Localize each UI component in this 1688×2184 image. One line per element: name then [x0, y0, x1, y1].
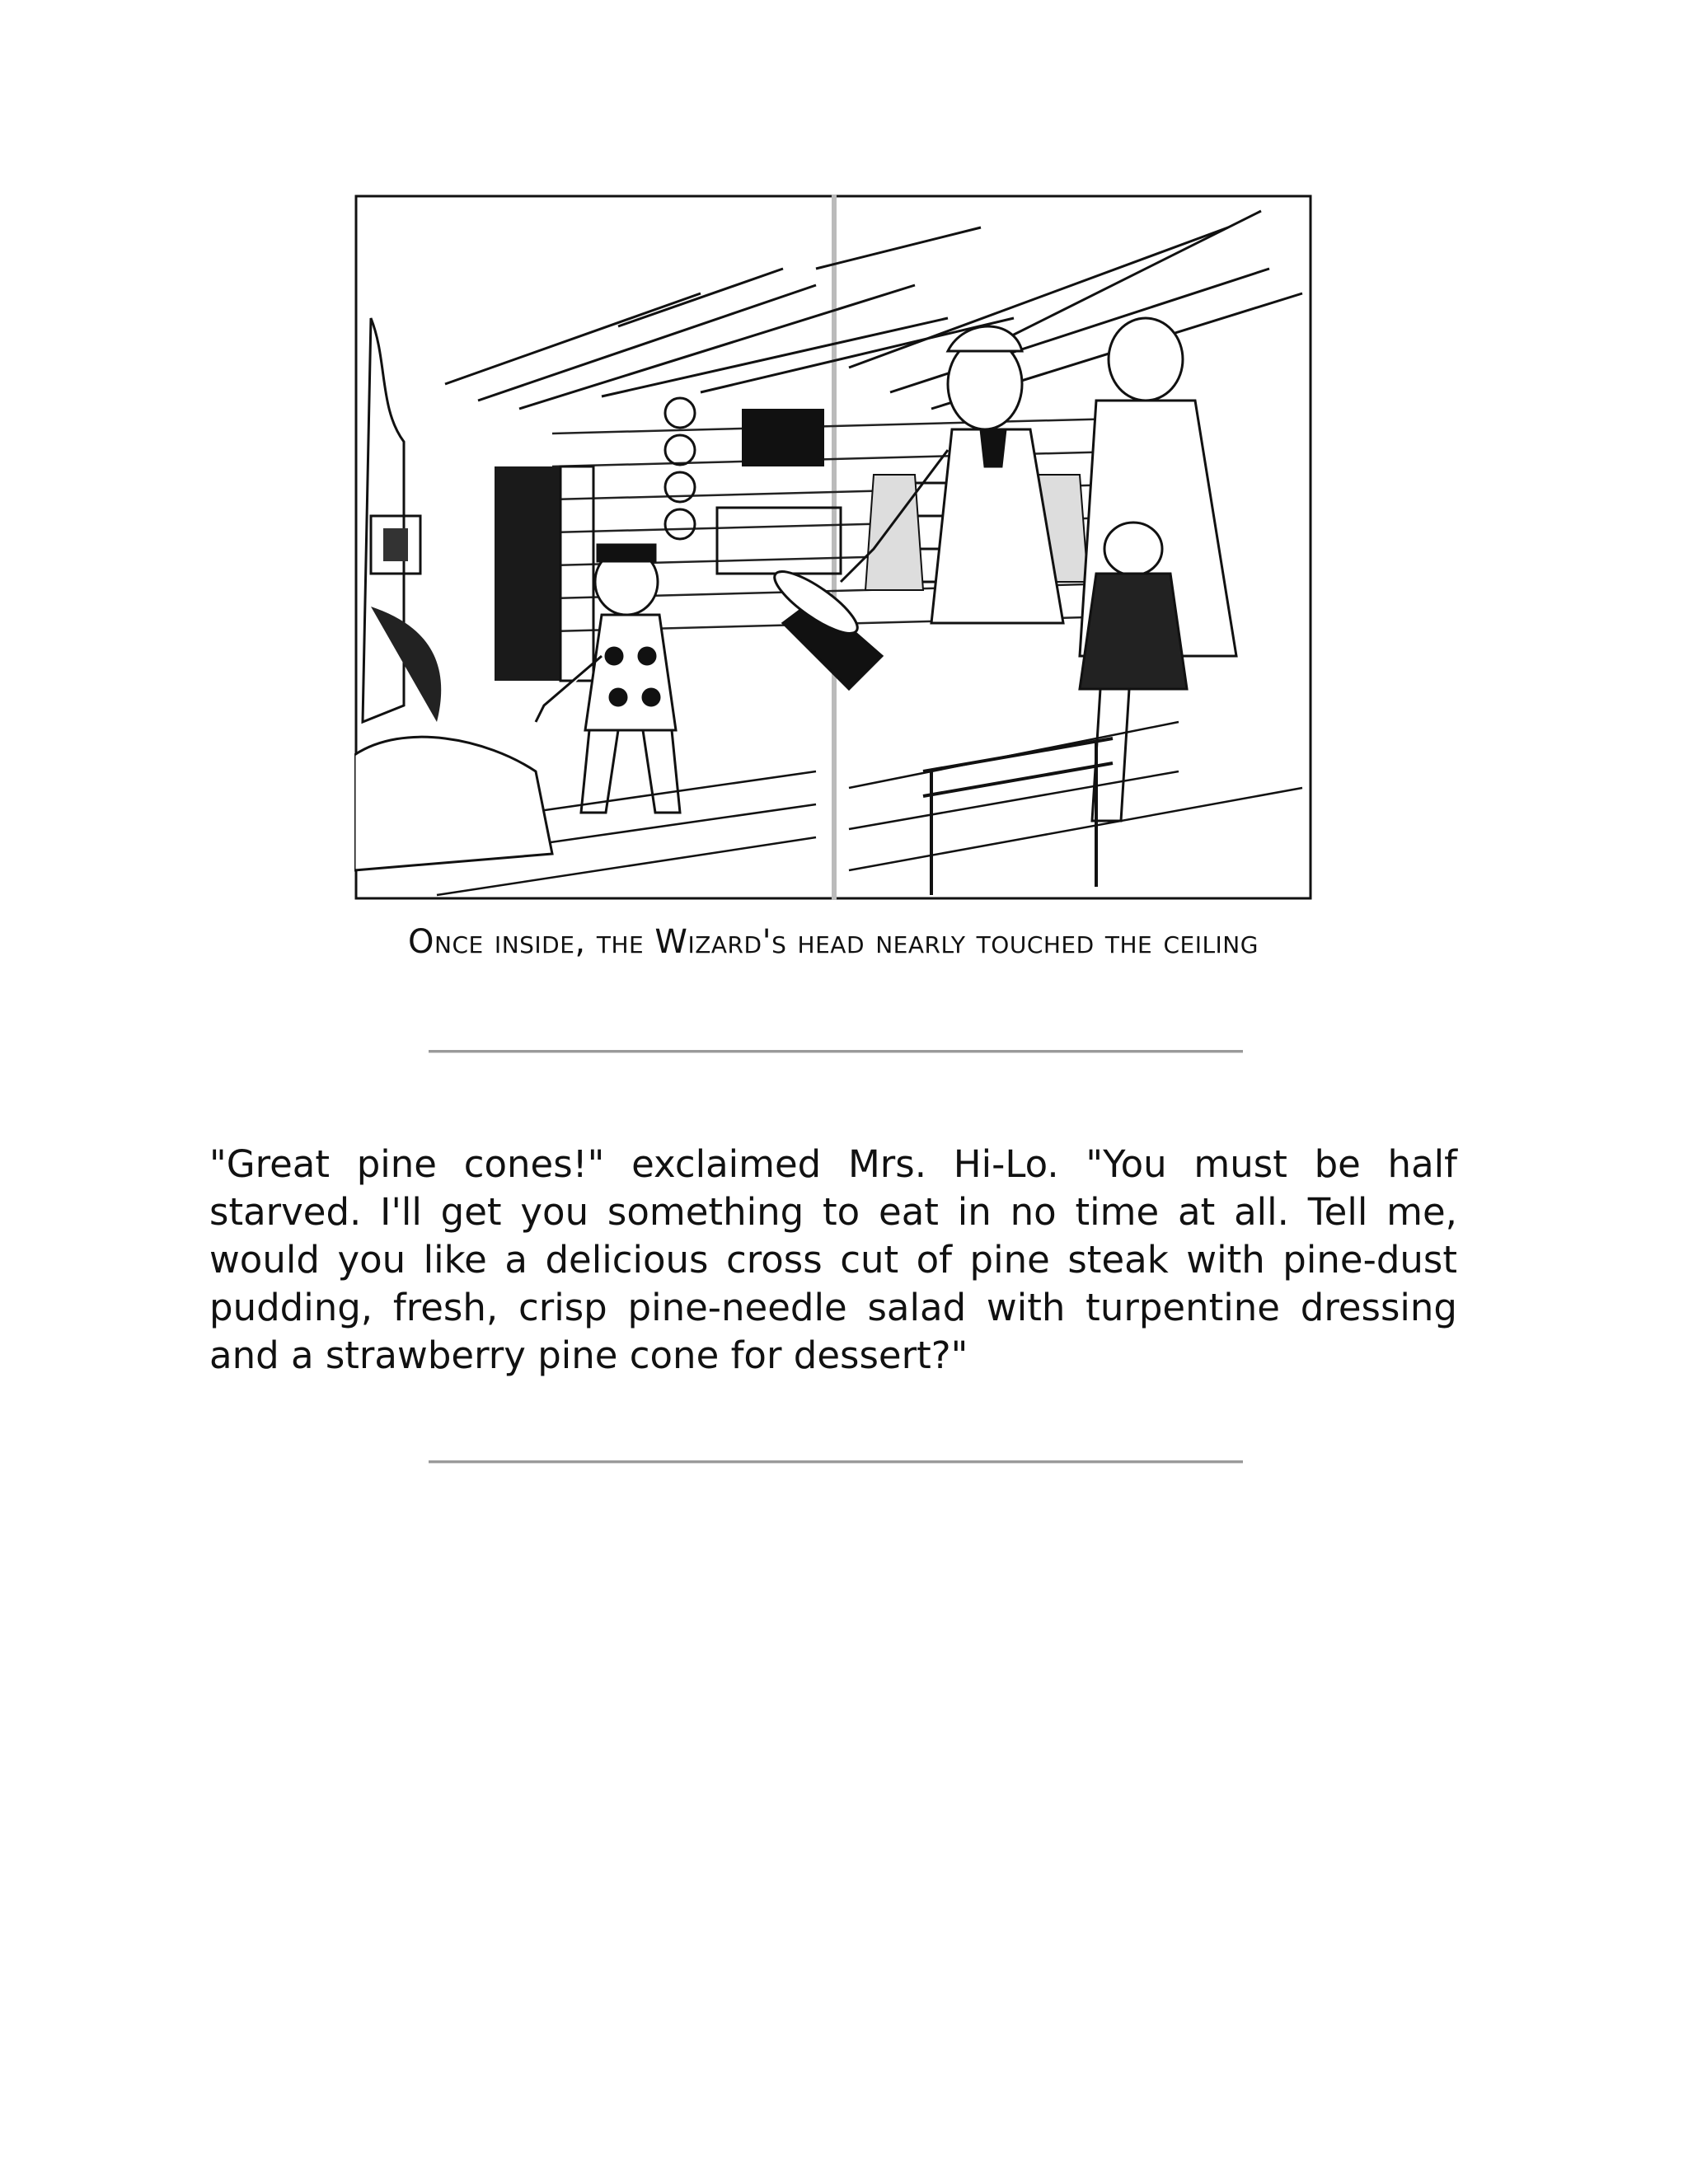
story-paragraph: "Great pine cones!" exclaimed Mrs. Hi-Lo. "You must be half starved. I'll get you something to eat in no time at all. Tell me, would you like a delicious cross cut of pine steak with pine-dust pudding, fresh, crisp pine-needle salad with turpentine dressing and a strawberry pine cone for dessert?" — [209, 1142, 1457, 1377]
divider-rule — [429, 1460, 1243, 1464]
illustration-drawing — [354, 194, 1312, 900]
divider-rule — [429, 1050, 1243, 1053]
figure-caption: Once inside, the Wizard's head nearly touched the ceiling — [408, 923, 1259, 961]
cabin-interior-illustration — [354, 194, 1312, 900]
